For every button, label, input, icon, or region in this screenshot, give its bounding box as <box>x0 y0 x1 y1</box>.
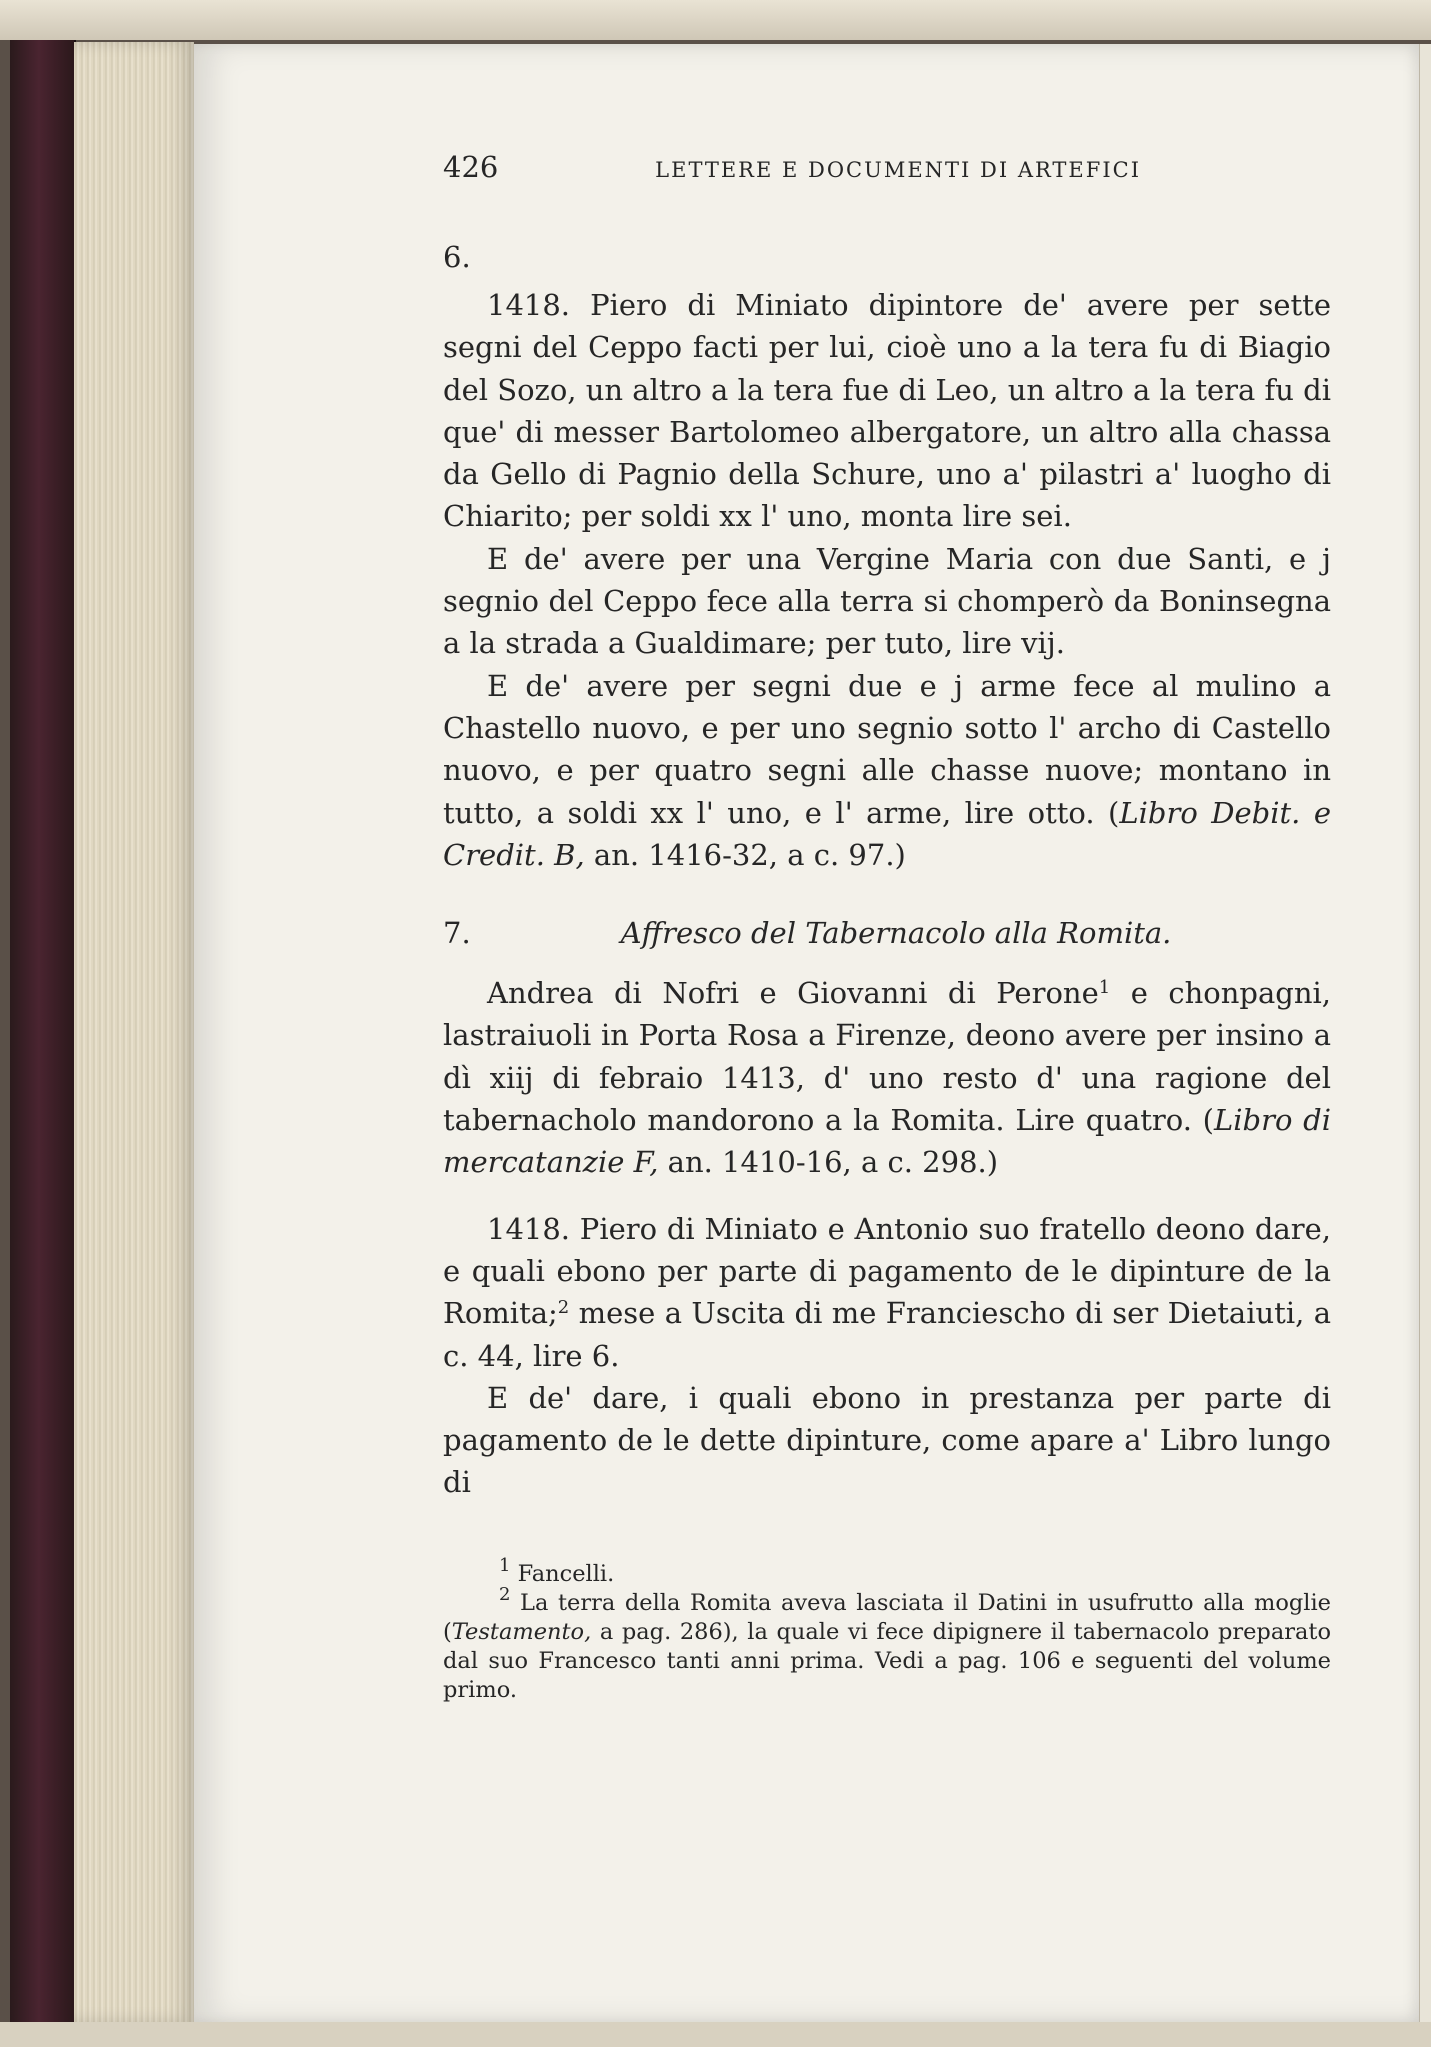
paragraph-text: e chonpagni, lastraiuoli in Porta Rosa a Firenze, deono avere per insino a dì xiij di febraio 1413, d' uno resto d' una ragione del tabernacholo mandorono a la Romita. Lire quatro. ( <box>443 976 1331 1138</box>
footnote-text: La terra della Romita aveva lasciata il Datini in usufrutto alla moglie ( <box>443 1589 1331 1645</box>
footnote-1 <box>443 1554 1331 1589</box>
footnote-2 <box>443 1583 1331 1705</box>
paragraph-text: mese a Uscita di me Franciescho di ser Dietaiuti, a c. 44, lire 6. <box>443 1296 1331 1373</box>
paragraph <box>443 972 1331 1183</box>
page-edges <box>74 42 194 2022</box>
footnote-mark: 2 <box>499 1583 511 1605</box>
entry-title: Affresco del Tabernacolo alla Romita. <box>620 916 1172 951</box>
footnote-text: Fancelli. <box>510 1560 615 1587</box>
running-header <box>443 150 1331 210</box>
page-text <box>443 150 1331 1705</box>
paragraph-text: 1418. Piero di Miniato e Antonio suo fratello deono dare, e quali ebono per parte di pagamento de le dipinture de la Romita; <box>443 1211 1331 1331</box>
paragraph-text: an. 1410-16, a c. 298.) <box>658 1145 999 1180</box>
entry-heading-7 <box>443 916 1331 972</box>
paragraph <box>443 1208 1331 1377</box>
source-citation: Libro di mercatanzie F, <box>443 1103 1331 1180</box>
footnote-mark: 1 <box>499 1554 511 1576</box>
facing-page-edge <box>1419 44 1431 2022</box>
paragraph-text: an. 1416-32, a c. 97.) <box>584 837 906 872</box>
source-citation: Testamento, <box>451 1618 592 1645</box>
paragraph: 1418. Piero di Miniato dipintore de' avere per sette segni del Ceppo facti per lui, cioè uno a la tera fu di Biagio del Sozo, un altro a la tera fue di Leo, un altro a la tera fu di que' di messer Bartolomeo albergatore, un altro alla chassa da Gello di Pagnio della Schure, uno a' pilastri a' luogho di Chiarito; per soldi xx l' uno, monta lire sei. <box>443 288 1331 534</box>
scan-background-top <box>0 0 1431 40</box>
paragraph-text: E de' avere per segni due e j arme fece al mulino a Chastello nuovo, e per uno segnio sotto l' archo di Castello nuovo, e per quatro segni alle chasse nuove; montano in tutto, a soldi xx l' uno, e l' arme, lire otto. ( <box>443 668 1331 830</box>
running-title: LETTERE E DOCUMENTI DI ARTEFICI <box>655 158 1141 182</box>
paragraph <box>443 665 1331 876</box>
paragraph-text: Andrea di Nofri e Giovanni di Perone <box>487 976 1099 1011</box>
page-number: 426 <box>443 150 499 184</box>
footnote-ref: 2 <box>557 1297 570 1319</box>
paragraph: E de' dare, i quali ebono in prestanza per parte di pagamento de le dette dipinture, come apare a' Libro lungo di <box>443 1380 1331 1500</box>
footnote-text: a pag. 286), la quale vi fece dipignere il tabernacolo preparato dal suo Francesco tanti anni prima. Vedi a pag. 106 e seguenti del volume primo. <box>443 1618 1331 1703</box>
entry-number-6: 6. <box>443 240 471 274</box>
footnote-ref: 1 <box>1098 977 1111 999</box>
entry-number-7: 7. <box>443 916 471 951</box>
book-binding <box>10 40 76 2025</box>
footnotes <box>443 1554 1331 1705</box>
paragraph: E de' avere per una Vergine Maria con due Santi, e j segnio del Ceppo fece alla terra si chomperò da Boninsegna a la strada a Gualdimare; per tuto, lire vij. <box>443 541 1331 661</box>
scan-background-bottom <box>0 2022 1431 2047</box>
source-citation: Libro Debit. e Credit. B, <box>443 795 1331 872</box>
